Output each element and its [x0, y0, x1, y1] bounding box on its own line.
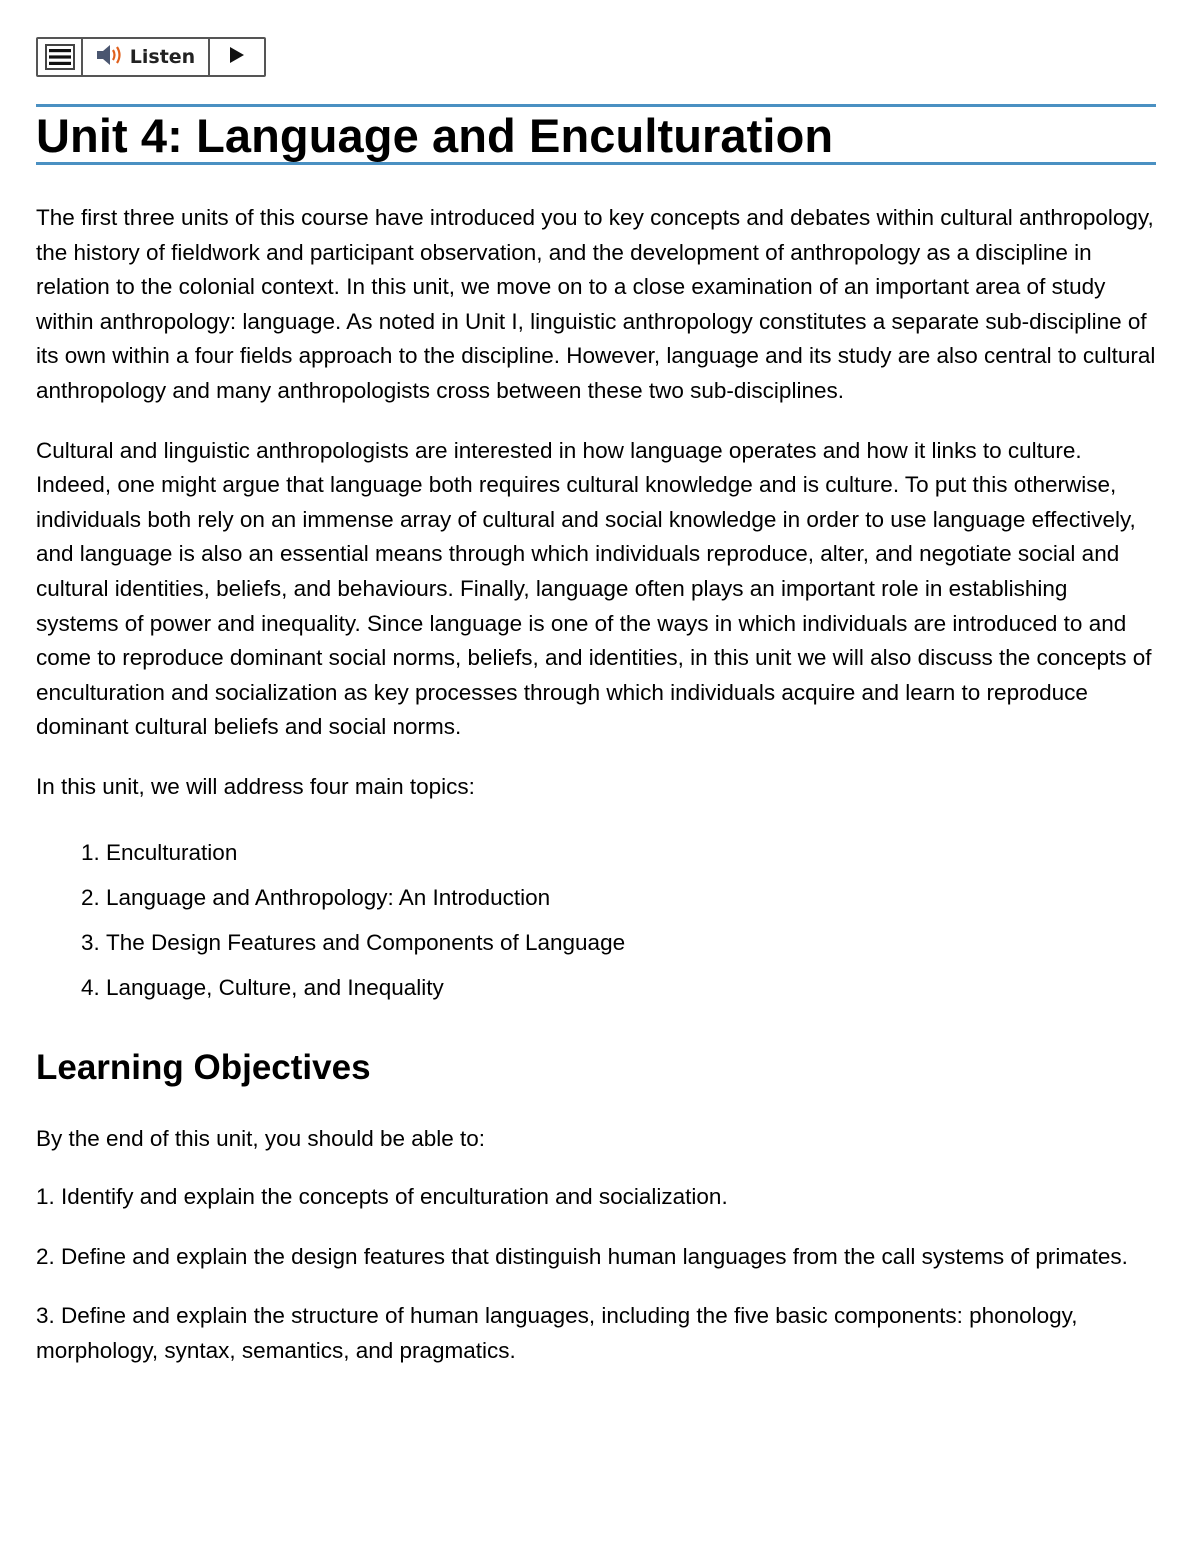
listen-button[interactable] [83, 39, 210, 75]
hamburger-menu-icon [45, 44, 75, 70]
listen-label: Listen [129, 46, 196, 68]
play-icon [229, 46, 245, 69]
menu-button[interactable] [38, 39, 83, 75]
objectives-intro: By the end of this unit, you should be able to: [36, 1125, 486, 1151]
page-title: Unit 4: Language and Enculturation [36, 109, 834, 162]
objective-item: 1. Identify and explain the concepts of enculturation and socialization. [36, 1184, 728, 1210]
intro-paragraph-2: Cultural and linguistic anthropologists are interested in how language operates and how it links to culture. Indeed, one might argue that language both requires cultural knowledge and is culture. To put this otherwise, individuals both rely on an immense array of cultural and social knowledge in order to use language effectively, and language is also an essential means through which individuals reproduce, alter, and negotiate social and cultural identities, beliefs, and behaviours. Finally, language often plays an important role in establishing systems of power and inequality. Since language is one of the ways in which individuals are introduced to and come to reproduce dominant social norms, beliefs, and identities, in this unit we will also discuss the concepts of enculturation and socialization as key processes through which individuals acquire and learn to reproduce dominant cultural beliefs and social norms. [36, 437, 1152, 740]
intro-paragraph-3: In this unit, we will address four main topics: [36, 773, 475, 799]
topics-list [36, 830, 1156, 1011]
topic-item: 4. Language, Culture, and Inequality [106, 965, 1156, 1010]
objective-item: 2. Define and explain the design features that distinguish human languages from the call systems of primates. [36, 1243, 1128, 1269]
objective-item: 3. Define and explain the structure of human languages, including the five basic components: phonology, morphology, syntax, semantics, and pragmatics. [36, 1303, 1078, 1364]
page-content [36, 37, 1156, 1369]
page-title-bar [36, 104, 1156, 165]
speaker-icon [96, 44, 124, 71]
play-button[interactable] [210, 39, 264, 75]
learning-objectives-heading: Learning Objectives [36, 1047, 371, 1087]
listen-toolbar [36, 37, 266, 77]
topic-item: 2. Language and Anthropology: An Introduction [106, 875, 1156, 920]
topic-item: 1. Enculturation [106, 830, 1156, 875]
intro-paragraph-1: The first three units of this course have introduced you to key concepts and debates within cultural anthropology, the history of fieldwork and participant observation, and the development of anthropology as a discipline in relation to the colonial context. In this unit, we move on to a close examination of an important area of study within anthropology: language. As noted in Unit I, linguistic anthropology constitutes a separate sub-discipline of its own within a four fields approach to the discipline. However, language and its study are also central to cultural anthropology and many anthropologists cross between these two sub-disciplines. [36, 205, 1156, 403]
topic-item: 3. The Design Features and Components of Language [106, 920, 1156, 965]
